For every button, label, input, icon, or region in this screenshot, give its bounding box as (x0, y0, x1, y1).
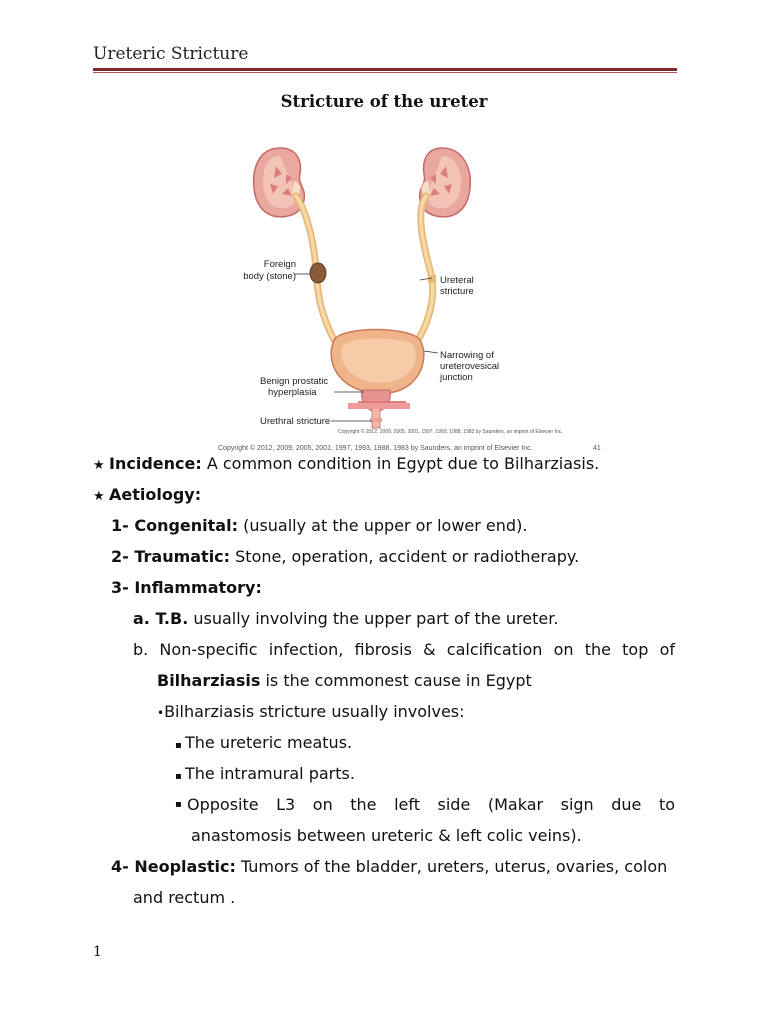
label-foreign-body-2: body (stone) (243, 271, 296, 282)
inflammatory-label: 3- Inflammatory: (111, 578, 262, 597)
intramural-text: The intramural parts. (184, 764, 355, 783)
bilharziasis-text: is the commonest cause in Egypt (260, 671, 532, 690)
traumatic-label: 2- Traumatic: (111, 547, 231, 566)
label-urethral-stricture: Urethral stricture (260, 416, 331, 427)
congenital-line (111, 510, 527, 541)
label-ureteral-stricture-2: stricture (440, 286, 474, 297)
neoplastic-label: 4- Neoplastic: (111, 857, 236, 876)
header-rule-thin (93, 72, 677, 73)
star-bullet-icon: ★ (93, 458, 105, 473)
meatus-text: The ureteric meatus. (184, 733, 353, 752)
tb-label: a. T.B. (133, 609, 189, 628)
aetiology-line (93, 479, 201, 512)
header-rule (93, 68, 677, 71)
tb-line (133, 603, 558, 634)
bilharziasis-label: Bilharziasis (157, 671, 261, 690)
label-foreign-body: Foreign (263, 259, 296, 270)
congenital-text: (usually at the upper or lower end). (237, 516, 528, 535)
incidence-line (93, 448, 599, 481)
intramural-line (175, 758, 355, 792)
bilh-involves-line (157, 696, 465, 729)
traumatic-line (111, 541, 579, 572)
square-bullet-icon: ▪ (175, 771, 185, 782)
dot-bullet-icon: • (157, 706, 165, 720)
square-bullet-icon: ▪ (175, 799, 182, 810)
opposite-line (175, 789, 675, 820)
opposite-text: Opposite L3 on the left side (Makar sign due to (187, 795, 675, 814)
incidence-text: A common condition in Egypt due to Bilharziasis. (201, 454, 600, 473)
inflammatory-line (111, 572, 262, 603)
label-narrowing: Narrowing of (440, 350, 494, 361)
left-kidney (254, 148, 305, 217)
label-bph-2: hyperplasia (268, 387, 317, 398)
label-narrowing-2: ureterovesical (440, 361, 500, 372)
rectum-line: and rectum . (133, 888, 236, 907)
running-header: Ureteric Stricture (93, 44, 249, 64)
anastomosis-line: anastomosis between ureteric & left colic veins). (191, 826, 582, 845)
bilh-involves-text: Bilharziasis stricture usually involves: (164, 702, 465, 721)
nonspecific-line: b. Non-specific infection, fibrosis & calcification on the top of (133, 640, 675, 659)
aetiology-label: Aetiology: (109, 485, 202, 504)
page-title: Stricture of the ureter (280, 92, 488, 111)
right-kidney (420, 148, 471, 217)
neoplastic-text: Tumors of the bladder, ureters, uterus, ovaries, colon (235, 857, 668, 876)
ureter-diagram-figure (210, 140, 610, 458)
tb-text: usually involving the upper part of the ureter. (188, 609, 559, 628)
traumatic-text: Stone, operation, accident or radiotherapy. (230, 547, 580, 566)
stone (310, 263, 326, 283)
neoplastic-line (111, 851, 667, 882)
label-narrowing-3: junction (440, 372, 473, 383)
bilharziasis-line (157, 665, 532, 696)
label-bph: Benign prostatic (260, 376, 329, 387)
urinary-tract-illustration (210, 140, 610, 458)
figure-copyright: Copyright © 2012, 2009, 2005, 2001, 1997, 1993, 1988, 1983 by Saunders, an imprint of Elsevier Inc. (218, 445, 533, 452)
label-ureteral-stricture: Ureteral (440, 275, 474, 286)
page-number: 1 (93, 944, 102, 960)
square-bullet-icon: ▪ (175, 740, 185, 751)
meatus-line (175, 727, 352, 761)
incidence-label: Incidence: (109, 454, 202, 473)
congenital-label: 1- Congenital: (111, 516, 238, 535)
tiny-copyright: Copyright © 2012, 2009, 2005, 2001, 1997, 1993, 1988, 1983 by Saunders, an imprint of Elsevier Inc. (338, 429, 563, 435)
figure-page-ref: 41 (593, 445, 601, 452)
star-bullet-icon: ★ (93, 489, 105, 504)
